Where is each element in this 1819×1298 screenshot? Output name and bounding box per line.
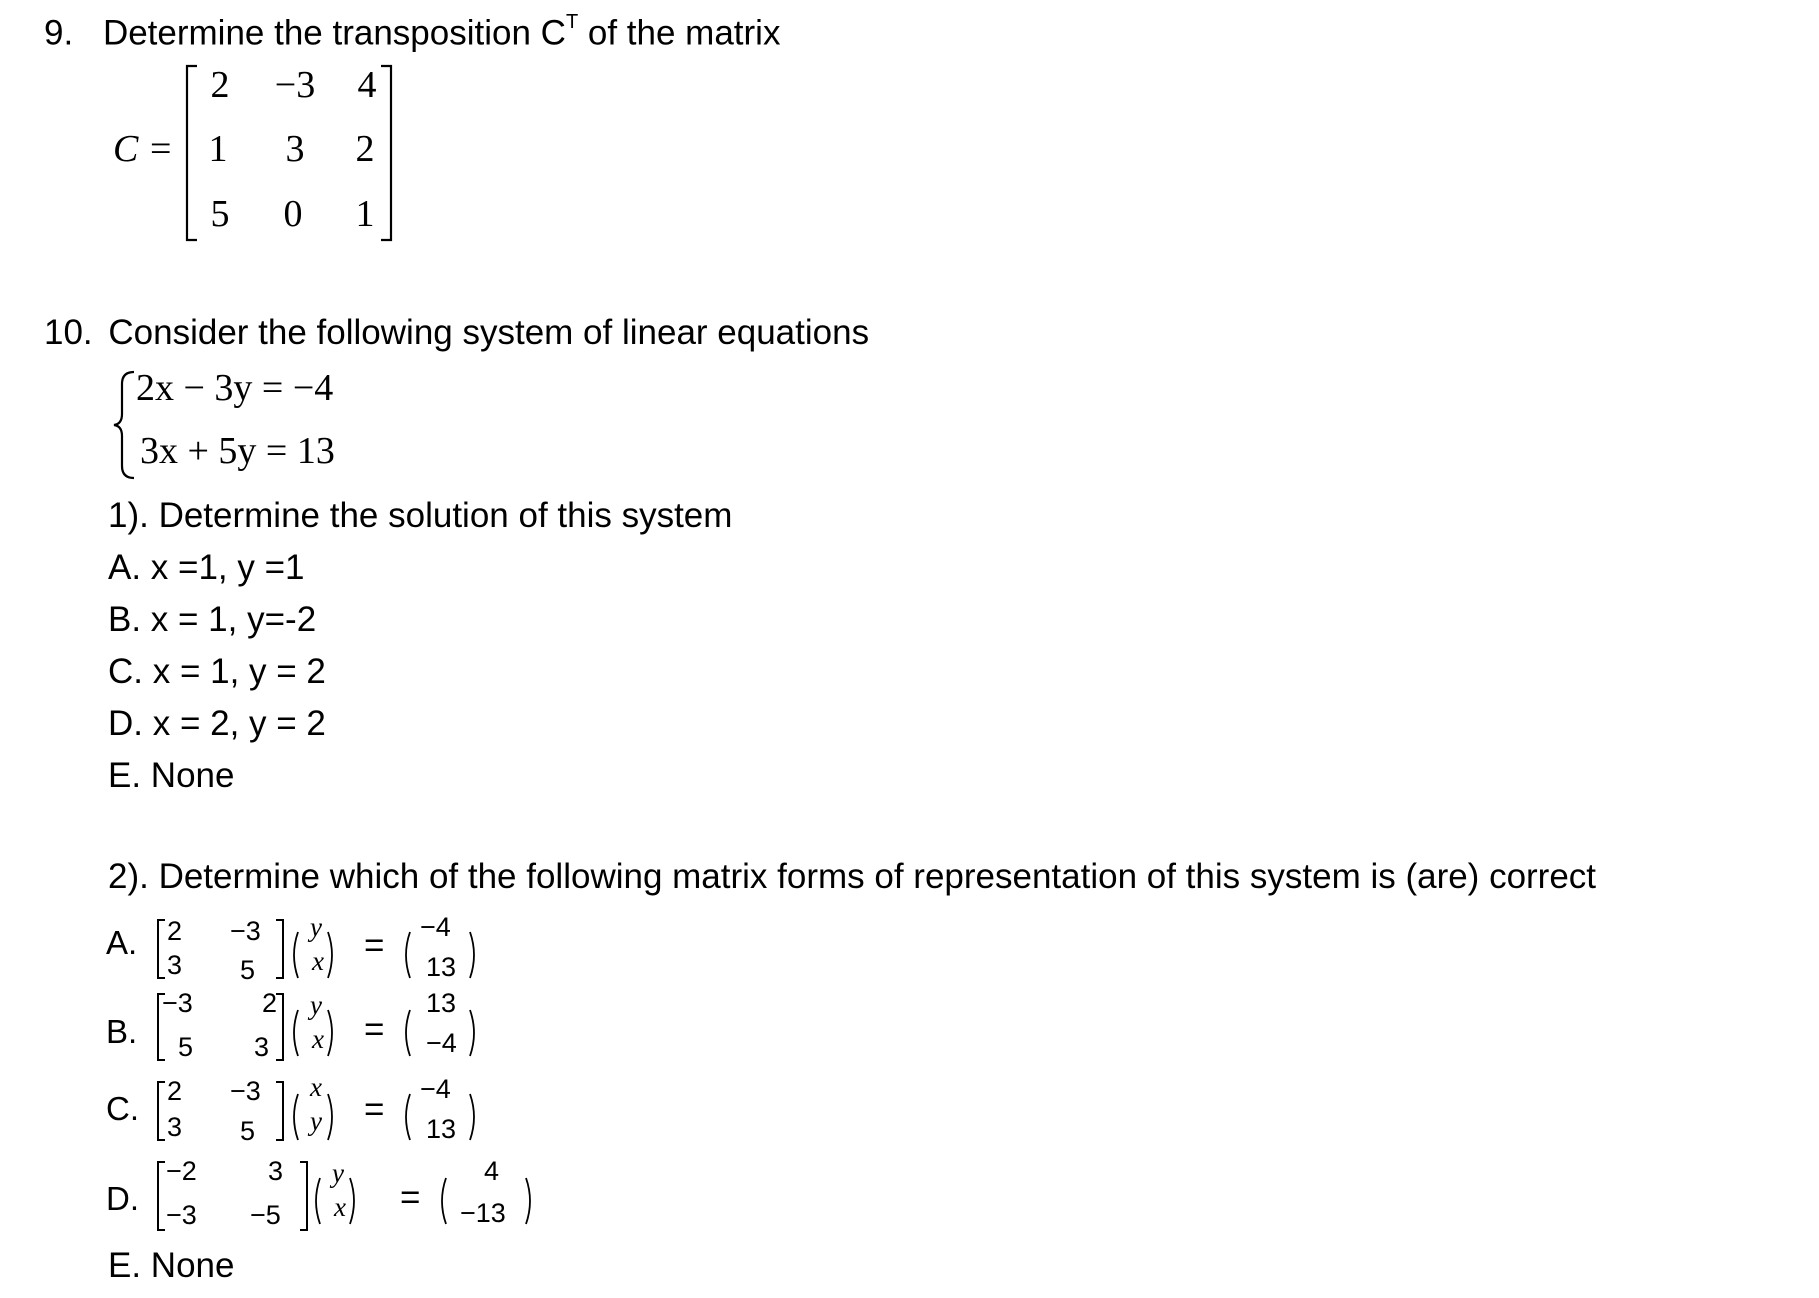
part2-prompt: 2). Determine which of the following matrix forms of representation of this system is (are) correct xyxy=(108,857,1597,896)
option-d-matrix-bracket-right xyxy=(298,1160,310,1232)
system-equation-2: 3x + 5y = 13 xyxy=(140,430,335,472)
option-d-m01: 3 xyxy=(268,1156,284,1186)
q9-number: 9. xyxy=(44,13,74,53)
option-a-m01: −3 xyxy=(230,916,261,946)
option-c-rhs-1: 13 xyxy=(426,1114,457,1144)
option-c-vec-0: x xyxy=(310,1072,322,1102)
q9-cell-2-1: 0 xyxy=(283,193,303,235)
q9-sup-t: T xyxy=(565,11,579,33)
option-a-matrix-bracket-right xyxy=(274,918,286,980)
q9-cell-1-0: 1 xyxy=(208,128,228,170)
option-d-m00: −2 xyxy=(166,1156,197,1186)
option-b-rhs-1: −4 xyxy=(426,1028,457,1058)
q10-text: Consider the following system of linear equations xyxy=(108,313,870,352)
option-d-rhs-0: 4 xyxy=(484,1156,500,1186)
part1-option-d: D. x = 2, y = 2 xyxy=(108,704,326,743)
part1-option-e: E. None xyxy=(108,756,235,795)
q9-text-before: Determine the transposition C xyxy=(102,13,566,53)
option-d-m10: −3 xyxy=(166,1200,197,1230)
option-c-rhs-0: −4 xyxy=(420,1074,451,1104)
part2-option-b-label: B. xyxy=(106,1013,138,1050)
system-brace xyxy=(112,370,138,480)
option-c-equals: = xyxy=(364,1090,385,1129)
option-a-vec-0: y xyxy=(310,912,322,942)
option-a-m11: 5 xyxy=(240,955,256,985)
option-b-m01: 2 xyxy=(262,988,278,1018)
option-d-rhs-1: −13 xyxy=(460,1198,506,1228)
system-equation-1: 2x − 3y = −4 xyxy=(136,367,334,409)
q9-matrix-left-bracket xyxy=(183,64,199,242)
part1-option-a: A. x =1, y =1 xyxy=(108,548,305,587)
part2-option-a-label: A. xyxy=(106,924,138,961)
option-a-rhs-0: −4 xyxy=(420,912,451,942)
option-a-equals: = xyxy=(364,926,385,965)
option-a-vec-1: x xyxy=(312,946,324,976)
option-a-m00: 2 xyxy=(167,916,183,946)
q9-cell-2-2: 1 xyxy=(355,193,375,235)
q10-heading xyxy=(44,313,869,353)
option-d-vec-0: y xyxy=(332,1158,344,1188)
option-c-m01: −3 xyxy=(230,1076,261,1106)
q9-text-after: of the matrix xyxy=(578,13,781,53)
q9-cell-1-2: 2 xyxy=(355,128,375,170)
part2-option-e: E. None xyxy=(108,1246,235,1285)
option-c-m10: 3 xyxy=(167,1112,183,1142)
option-b-equals: = xyxy=(364,1010,385,1049)
option-c-matrix-bracket-left xyxy=(155,1080,167,1142)
option-a-rhs-1: 13 xyxy=(426,952,457,982)
option-c-m00: 2 xyxy=(167,1076,183,1106)
q9-cell-0-0: 2 xyxy=(210,64,230,106)
part2-option-d-label: D. xyxy=(106,1180,139,1217)
q9-cell-2-0: 5 xyxy=(210,193,230,235)
q9-cell-1-1: 3 xyxy=(285,128,305,170)
option-c-matrix-bracket-right xyxy=(274,1080,286,1142)
q10-number: 10. xyxy=(44,313,93,352)
part1-option-c: C. x = 1, y = 2 xyxy=(108,652,326,691)
option-a-matrix-bracket-left xyxy=(155,918,167,980)
part1-prompt: 1). Determine the solution of this system xyxy=(108,496,733,535)
option-d-vec-1: x xyxy=(334,1192,346,1222)
option-b-rhs-0: 13 xyxy=(426,988,457,1018)
q9-matrix-label: C xyxy=(113,128,139,170)
option-b-m10: 5 xyxy=(178,1032,194,1062)
option-d-m11: −5 xyxy=(250,1200,281,1230)
option-b-vec-1: x xyxy=(312,1024,324,1054)
q9-cell-0-1: −3 xyxy=(274,64,316,106)
option-b-vec-0: y xyxy=(310,990,322,1020)
option-a-m10: 3 xyxy=(167,950,183,980)
q9-equals: = xyxy=(150,128,172,170)
q9-cell-0-2: 4 xyxy=(357,64,377,106)
option-d-equals: = xyxy=(400,1178,421,1217)
option-b-m11: 3 xyxy=(254,1032,270,1062)
option-c-vec-1: y xyxy=(310,1106,322,1136)
option-b-m00: −3 xyxy=(162,988,193,1018)
q9-heading xyxy=(44,6,780,54)
option-c-m11: 5 xyxy=(240,1116,256,1146)
part1-option-b: B. x = 1, y=-2 xyxy=(108,600,317,639)
part2-option-c-label: C. xyxy=(106,1090,139,1127)
